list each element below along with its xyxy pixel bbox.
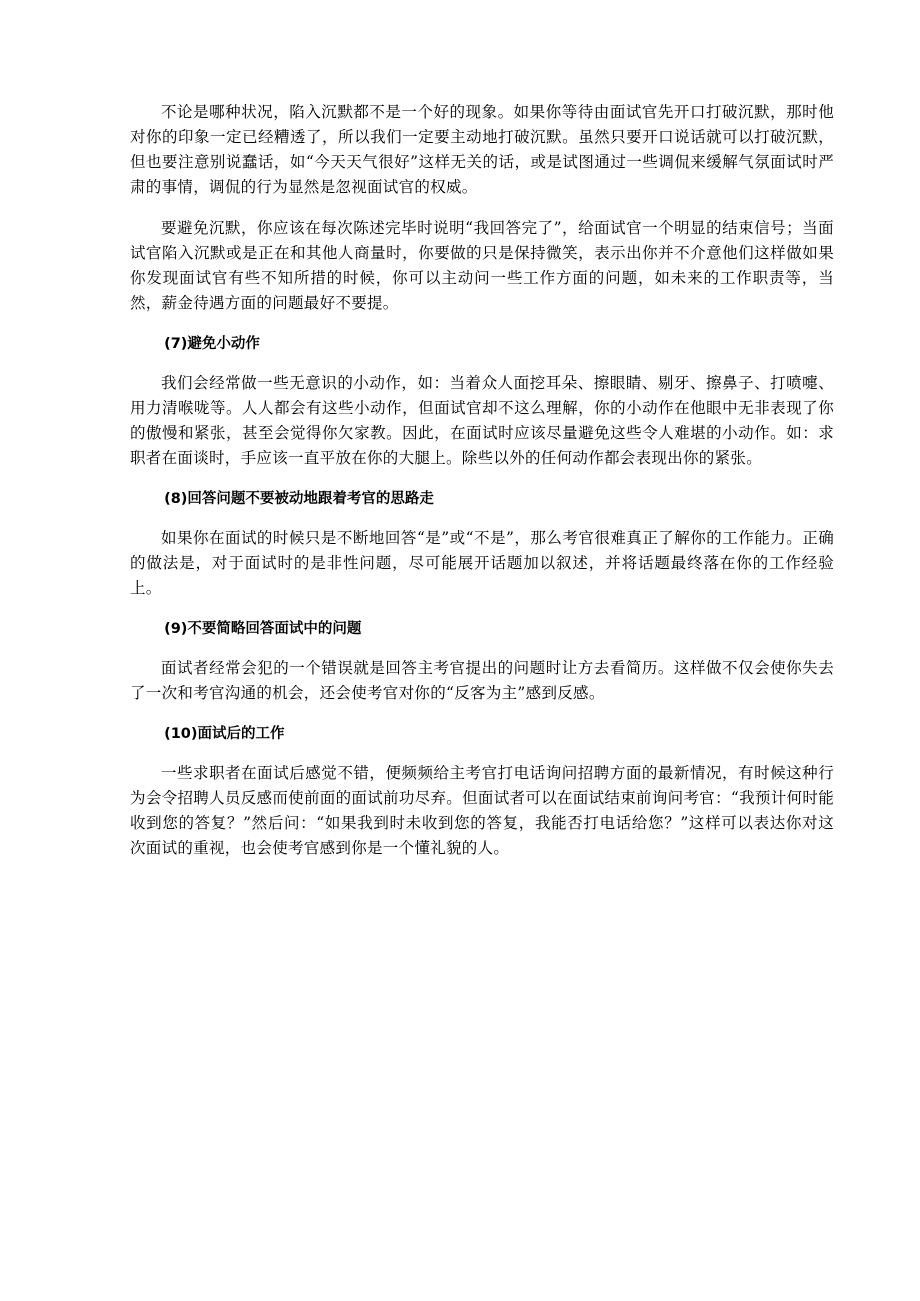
section-heading-10: (10)面试后的工作 — [164, 726, 285, 742]
document-body — [130, 100, 834, 877]
section-heading-7: (7)避免小动作 — [164, 336, 260, 352]
paragraph-section-8: 如果你在面试的时候只是不断地回答“是”或“不是”，那么考官很难真正了解你的工作能力。正确的做法是，对于面试时的是非性问题，尽可能展开话题加以叙述，并将话题最终落在你的工作经验上。 — [130, 529, 834, 597]
paragraph-section-10: 一些求职者在面试后感觉不错，便频频给主考官打电话询问招聘方面的最新情况，有时候这种行为会令招聘人员反感而使前面的面试前功尽弃。但面试者可以在面试结束前询问考官：“我预计何时能收到您的答复？”然后问：“如果我到时未收到您的答复，我能否打电话给您？”这样可以表达你对这次面试的重视，也会使考官感到你是一个懂礼貌的人。 — [130, 764, 834, 857]
section-heading-9: (9)不要简略回答面试中的问题 — [164, 621, 362, 637]
paragraph-silence-intro: 不论是哪种状况，陷入沉默都不是一个好的现象。如果你等待由面试官先开口打破沉默，那时他对你的印象一定已经糟透了，所以我们一定要主动地打破沉默。虽然只要开口说话就可以打破沉默，但也要注意别说蠢话，如“今天天气很好”这样无关的话，或是试图通过一些调侃来缓解气氛面试时严肃的事情，调侃的行为显然是忽视面试官的权威。 — [130, 103, 834, 196]
section-heading-8: (8)回答问题不要被动地跟着考官的思路走 — [164, 491, 434, 507]
paragraph-avoid-silence: 要避免沉默，你应该在每次陈述完毕时说明“我回答完了”，给面试官一个明显的结束信号；当面试官陷入沉默或是正在和其他人商量时，你要做的只是保持微笑，表示出你并不介意他们这样做如果你发现面试官有些不知所措的时候，你可以主动问一些工作方面的问题，如未来的工作职责等，当然，薪金待遇方面的问题最好不要提。 — [130, 219, 834, 312]
paragraph-section-7: 我们会经常做一些无意识的小动作，如：当着众人面挖耳朵、擦眼睛、剔牙、擦鼻子、打喷嚏、用力清喉咙等。人人都会有这些小动作，但面试官却不这么理解，你的小动作在他眼中无非表现了你的傲慢和紧张，甚至会觉得你欠家教。因此，在面试时应该尽量避免这些令人难堪的小动作。如：求职者在面谈时，手应该一直平放在你的大腿上。除些以外的任何动作都会表现出你的紧张。 — [130, 374, 834, 467]
paragraph-section-9: 面试者经常会犯的一个错误就是回答主考官提出的问题时让方去看简历。这样做不仅会使你失去了一次和考官沟通的机会，还会使考官对你的“反客为主”感到反感。 — [130, 659, 834, 702]
